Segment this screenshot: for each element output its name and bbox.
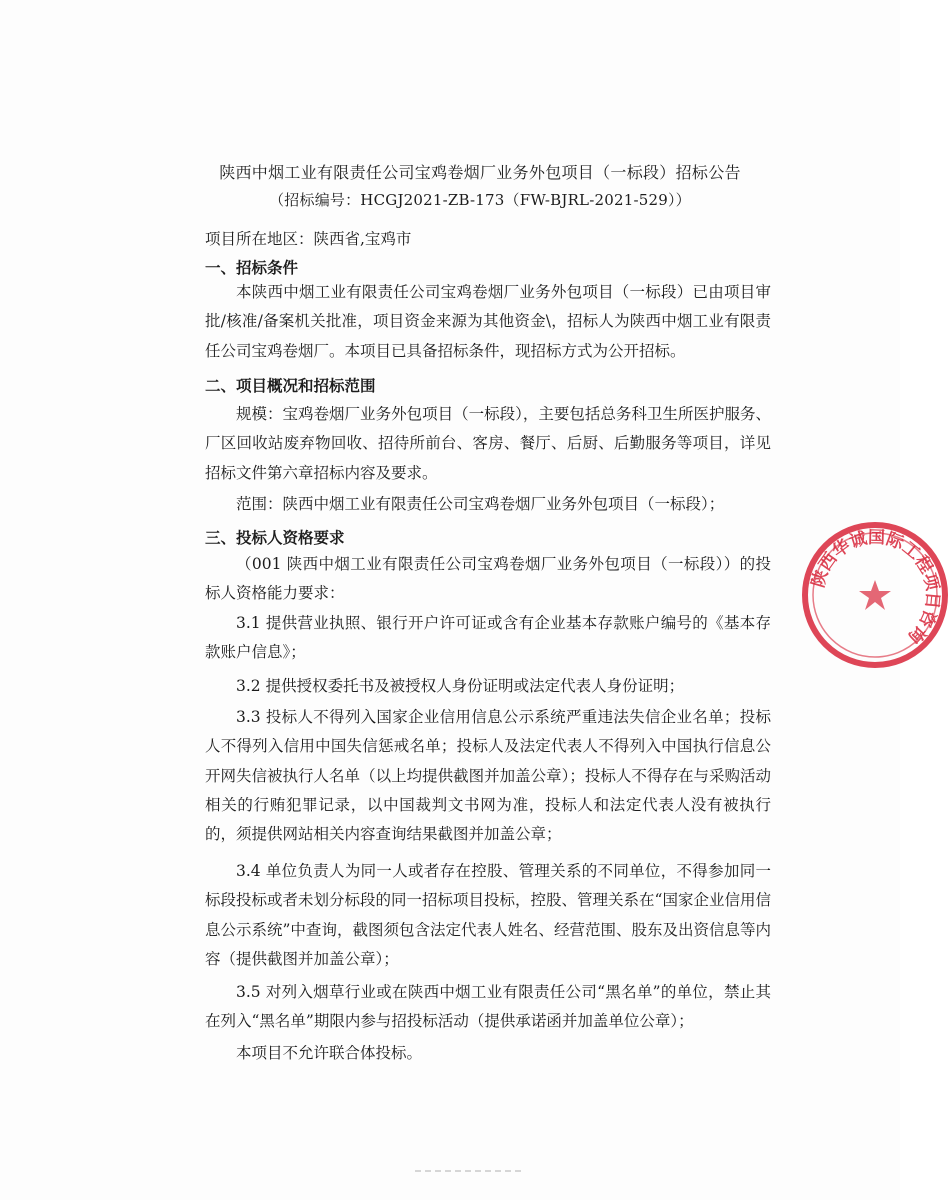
requirement-3-4: 3.4 单位负责人为同一人或者存在控股、管理关系的不同单位，不得参加同一标段投标或者未划分标段的同一招标项目投标，控股、管理关系在“国家企业信用信息公示系统”中查询，截图须包含法定代表人姓名、经营范围、股东及出资信息等内容（提供截图并加盖公章）； xyxy=(205,862,771,968)
document-title: 陕西中烟工业有限责任公司宝鸡卷烟厂业务外包项目（一标段）招标公告 xyxy=(219,163,741,182)
requirement-3-3: 3.3 投标人不得列入国家企业信用信息公示系统严重违法失信企业名单；投标人不得列入信用中国失信惩戒名单；投标人及法定代表人不得列入中国执行信息公开网失信被执行人名单（以上均提供截图并加盖公章）；投标人不得存在与采购活动相关的行贿犯罪记录，以中国裁判文书网为准，投标人和法定代表人没有被执行的，须提供网站相关内容查询结果截图并加盖公章； xyxy=(205,708,771,844)
section-heading-bidding-conditions: 一、招标条件 xyxy=(205,259,299,277)
official-seal-stamp xyxy=(800,520,950,670)
project-scale-paragraph: 规模：宝鸡卷烟厂业务外包项目（一标段），主要包括总务科卫生所医护服务、厂区回收站废弃物回收、招待所前台、客房、餐厅、后厨、后勤服务等项目，详见招标文件第六章招标内容及要求。 xyxy=(205,405,771,482)
section-heading-project-overview: 二、项目概况和招标范围 xyxy=(205,377,376,395)
bidding-conditions-paragraph: 本陕西中烟工业有限责任公司宝鸡卷烟厂业务外包项目（一标段）已由项目审批/核准/备案机关批准，项目资金来源为其他资金\，招标人为陕西中烟工业有限责任公司宝鸡卷烟厂。本项目已具备招标条件，现招标方式为公开招标。 xyxy=(205,283,771,360)
project-region: 项目所在地区：陕西省,宝鸡市 xyxy=(205,230,412,248)
qualification-intro-paragraph: （001 陕西中烟工业有限责任公司宝鸡卷烟厂业务外包项目（一标段））的投标人资格能力要求： xyxy=(205,555,771,603)
consortium-statement: 本项目不允许联合体投标。 xyxy=(236,1044,423,1062)
requirement-3-1: 3.1 提供营业执照、银行开户许可证或含有企业基本存款账户编号的《基本存款账户信息》； xyxy=(205,614,771,662)
project-scope-paragraph: 范围：陕西中烟工业有限责任公司宝鸡卷烟厂业务外包项目（一标段）； xyxy=(236,495,725,513)
tender-number: （招标编号：HCGJ2021-ZB-173（FW-BJRL-2021-529）） xyxy=(269,191,691,209)
requirement-3-2: 3.2 提供授权委托书及被授权人身份证明或法定代表人身份证明； xyxy=(236,677,685,695)
section-heading-bidder-qualifications: 三、投标人资格要求 xyxy=(205,529,345,547)
svg-text:陕西华诚国际工程项目咨询: 陕西华诚国际工程项目咨询 xyxy=(808,527,943,647)
scan-artifact xyxy=(415,1159,525,1165)
requirement-3-5: 3.5 对列入烟草行业或在陕西中烟工业有限责任公司“黑名单”的单位，禁止其在列入“黑名单”期限内参与招投标活动（提供承诺函并加盖单位公章）； xyxy=(205,983,771,1031)
